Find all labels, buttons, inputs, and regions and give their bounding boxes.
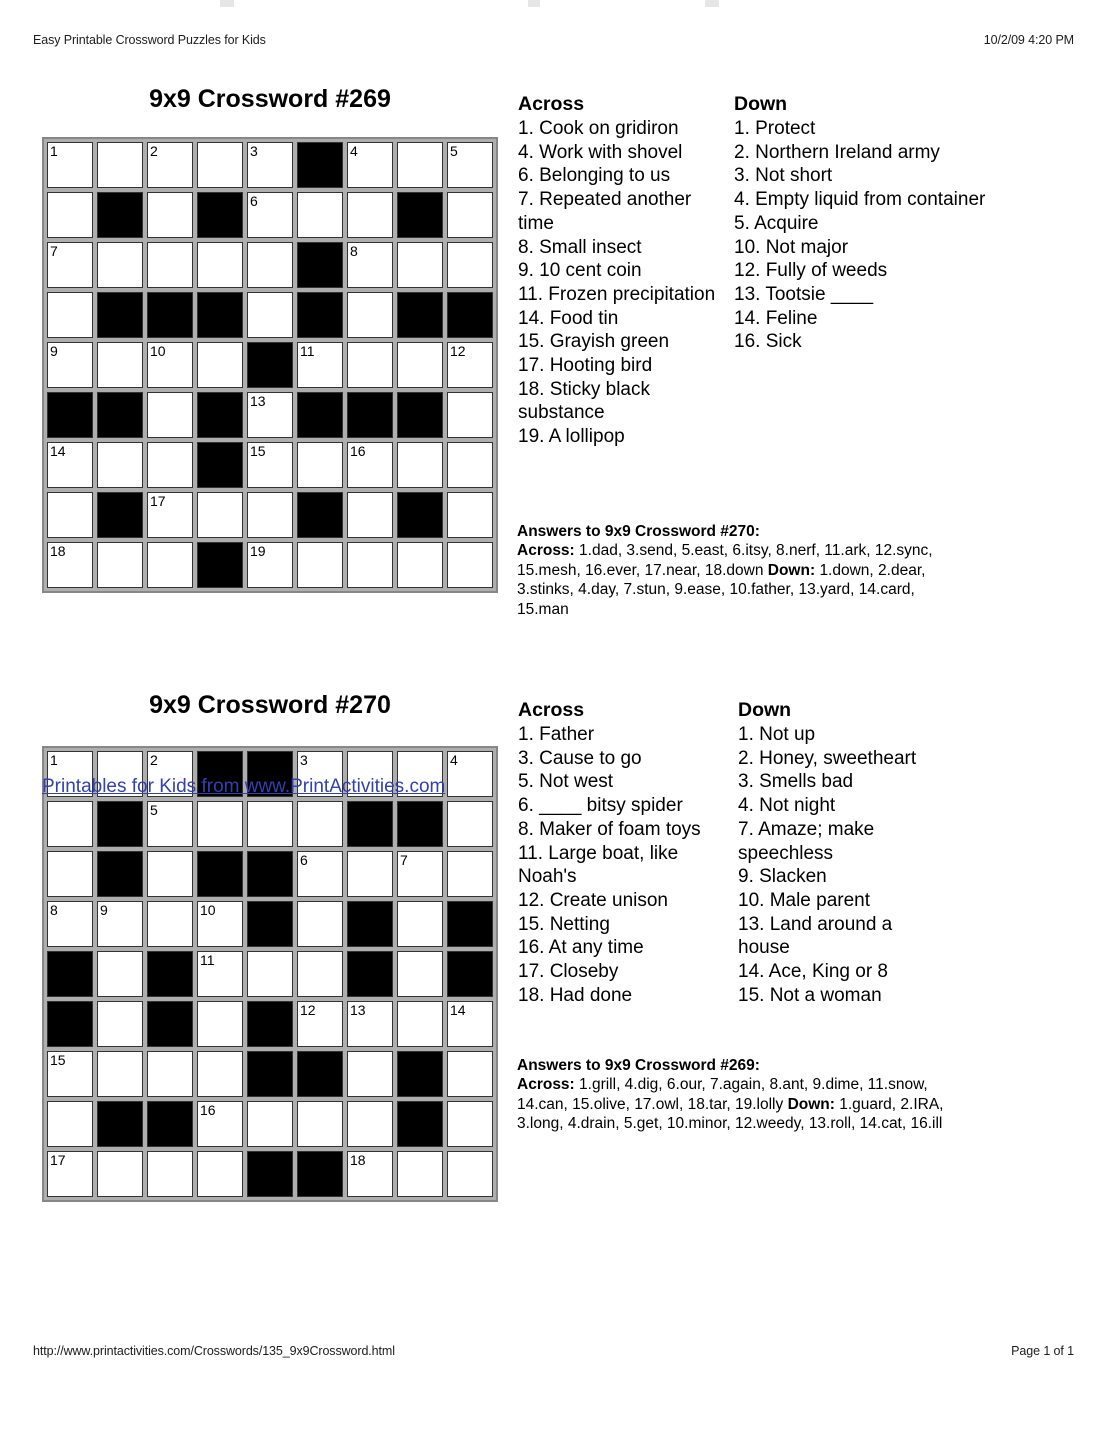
down-header: Down	[734, 93, 788, 115]
grid-cell	[397, 901, 443, 947]
grid-cell	[47, 242, 93, 288]
clue-item: 18. Sticky black substance	[518, 378, 650, 424]
answers-down-label: Down:	[787, 1095, 835, 1113]
black-cell	[247, 1151, 293, 1197]
grid-cell	[297, 542, 343, 588]
black-cell	[297, 492, 343, 538]
grid-cell	[97, 342, 143, 388]
grid-cell	[147, 851, 193, 897]
printactivities-link[interactable]: Printables for Kids from www.PrintActivities.com	[42, 776, 446, 797]
grid-cell	[97, 142, 143, 188]
page-top-artifact	[220, 0, 234, 7]
grid-cell	[347, 142, 393, 188]
cell-number: 2	[150, 752, 158, 768]
grid-cell	[47, 292, 93, 338]
cell-number: 3	[250, 143, 258, 159]
clue-item: 14. Food tin	[518, 307, 619, 329]
grid-cell	[147, 1051, 193, 1097]
black-cell	[397, 492, 443, 538]
grid-cell	[247, 192, 293, 238]
grid-cell	[397, 342, 443, 388]
answers-across-label: Across:	[517, 542, 575, 560]
clue-item: 18. Had done	[518, 984, 633, 1006]
black-cell	[297, 1051, 343, 1097]
black-cell	[97, 492, 143, 538]
clue-item: 12. Create unison	[518, 889, 668, 911]
grid-cell	[247, 242, 293, 288]
black-cell	[397, 292, 443, 338]
across-clues-269	[518, 92, 726, 449]
grid-cell	[447, 1101, 493, 1147]
clue-item: 3. Not short	[734, 165, 833, 187]
clue-item: 7. Amaze; make speechless	[738, 818, 875, 864]
cell-number: 15	[50, 1052, 66, 1068]
cell-number: 6	[300, 852, 308, 868]
cell-number: 8	[350, 243, 358, 259]
grid-cell	[247, 392, 293, 438]
clue-item: 9. 10 cent coin	[518, 260, 642, 282]
grid-cell	[147, 392, 193, 438]
cell-number: 8	[50, 902, 58, 918]
black-cell	[247, 342, 293, 388]
black-cell	[247, 901, 293, 947]
clue-item: 15. Not a woman	[738, 984, 882, 1006]
black-cell	[147, 1001, 193, 1047]
grid-cell	[47, 342, 93, 388]
print-footer-url: http://www.printactivities.com/Crosswords/135_9x9Crossword.html	[33, 1344, 395, 1358]
grid-cell	[47, 901, 93, 947]
grid-cell	[447, 1051, 493, 1097]
black-cell	[297, 242, 343, 288]
cell-number: 2	[150, 143, 158, 159]
grid-cell	[197, 492, 243, 538]
black-cell	[247, 851, 293, 897]
cell-number: 9	[50, 343, 58, 359]
clue-item: 17. Closeby	[518, 961, 619, 983]
answers-body	[517, 1075, 957, 1133]
grid-cell	[447, 1001, 493, 1047]
grid-cell	[197, 1051, 243, 1097]
grid-cell	[397, 1001, 443, 1047]
grid-cell	[397, 542, 443, 588]
clue-item: 10. Male parent	[738, 889, 871, 911]
cell-number: 13	[250, 393, 266, 409]
grid-cell	[447, 751, 493, 797]
black-cell	[397, 392, 443, 438]
clue-item: 16. Sick	[734, 331, 802, 353]
grid-cell	[347, 1051, 393, 1097]
grid-cell	[147, 901, 193, 947]
clue-item: 11. Large boat, like Noah's	[518, 842, 679, 888]
down-clues-270	[738, 698, 943, 1007]
across-clue-list	[518, 723, 726, 1007]
grid-cell	[397, 851, 443, 897]
print-header-datetime: 10/2/09 4:20 PM	[983, 33, 1074, 47]
black-cell	[47, 951, 93, 997]
cell-number: 11	[200, 952, 215, 968]
grid-cell	[197, 1151, 243, 1197]
clue-item: 6. Belonging to us	[518, 165, 671, 187]
clue-item: 3. Smells bad	[738, 771, 854, 793]
black-cell	[297, 142, 343, 188]
grid-cell	[97, 1151, 143, 1197]
grid-cell	[147, 342, 193, 388]
cell-number: 12	[300, 1002, 316, 1018]
clue-item: 5. Not west	[518, 771, 614, 793]
grid-cell	[47, 1151, 93, 1197]
grid-cell	[447, 542, 493, 588]
cell-number: 18	[50, 543, 66, 559]
grid-cell	[47, 1101, 93, 1147]
grid-cell	[247, 442, 293, 488]
black-cell	[447, 951, 493, 997]
answers-across-text: 1.grill, 4.dig, 6.our, 7.again, 8.ant, 9.dime, 11.snow, 14.can, 15.olive, 17.owl, 18.tar, 19.lolly	[517, 1076, 928, 1113]
grid-cell	[447, 492, 493, 538]
crossword-grid-270	[42, 746, 498, 1202]
grid-cell	[147, 242, 193, 288]
grid-cell	[447, 801, 493, 847]
down-clues-269	[734, 92, 988, 354]
grid-cell	[147, 142, 193, 188]
clue-item: 6. ____ bitsy spider	[518, 795, 683, 817]
grid-cell	[297, 951, 343, 997]
grid-cell	[147, 492, 193, 538]
clue-item: 12. Fully of weeds	[734, 260, 888, 282]
grid-cell	[97, 542, 143, 588]
cell-number: 10	[150, 343, 166, 359]
grid-cell	[297, 901, 343, 947]
grid-cell	[347, 342, 393, 388]
grid-cell	[347, 292, 393, 338]
grid-cell	[247, 1101, 293, 1147]
down-clue-list	[734, 117, 988, 354]
across-header: Across	[518, 93, 585, 115]
black-cell	[197, 542, 243, 588]
grid-cell	[197, 342, 243, 388]
cell-number: 15	[250, 443, 266, 459]
clue-item: 3. Cause to go	[518, 747, 642, 769]
clue-item: 1. Cook on gridiron	[518, 118, 679, 139]
grid-cell	[447, 342, 493, 388]
clue-item: 10. Not major	[734, 236, 849, 258]
cell-number: 12	[450, 343, 466, 359]
grid-cell	[197, 901, 243, 947]
black-cell	[297, 1151, 343, 1197]
cell-number: 4	[350, 143, 358, 159]
clue-item: 4. Not night	[738, 795, 836, 817]
grid-cell	[97, 951, 143, 997]
black-cell	[147, 951, 193, 997]
clue-item: 15. Grayish green	[518, 331, 670, 353]
cell-number: 1	[50, 143, 58, 159]
grid-cell	[347, 1151, 393, 1197]
clue-item: 14. Feline	[734, 307, 818, 329]
black-cell	[247, 1051, 293, 1097]
clue-item: 16. At any time	[518, 937, 644, 959]
grid-cell	[247, 951, 293, 997]
grid-cell	[47, 542, 93, 588]
clue-item: 4. Work with shovel	[518, 141, 683, 163]
black-cell	[97, 192, 143, 238]
cell-number: 9	[100, 902, 108, 918]
grid-cell	[297, 851, 343, 897]
grid-cell	[347, 851, 393, 897]
clue-item: 11. Frozen precipitation	[518, 283, 716, 305]
grid-cell	[447, 392, 493, 438]
grid-cell	[447, 142, 493, 188]
clue-item: 14. Ace, King or 8	[738, 961, 888, 983]
grid-cell	[47, 492, 93, 538]
cell-number: 13	[350, 1002, 366, 1018]
answers-to-270	[517, 522, 957, 619]
cell-number: 18	[350, 1152, 366, 1168]
clue-item: 15. Netting	[518, 913, 610, 935]
grid-cell	[147, 542, 193, 588]
grid-cell	[297, 801, 343, 847]
black-cell	[397, 192, 443, 238]
cell-number: 17	[50, 1152, 66, 1168]
grid-cell	[247, 292, 293, 338]
answers-down-label: Down:	[767, 561, 816, 579]
grid-cell	[97, 1051, 143, 1097]
answers-heading: Answers to 9x9 Crossword #270:	[517, 523, 760, 540]
cell-number: 17	[150, 493, 166, 509]
grid-cell	[347, 1101, 393, 1147]
clue-item: 8. Small insect	[518, 236, 642, 258]
black-cell	[447, 292, 493, 338]
answers-across-text: 1.dad, 3.send, 5.east, 6.itsy, 8.nerf, 11.ark, 12.sync, 15.mesh, 16.ever, 17.near, 18.down	[517, 542, 933, 579]
clue-item: 2. Honey, sweetheart	[738, 747, 917, 769]
across-header: Across	[518, 699, 585, 721]
cell-number: 14	[50, 443, 66, 459]
black-cell	[397, 801, 443, 847]
grid-cell	[447, 442, 493, 488]
grid-cell	[397, 142, 443, 188]
across-clue-list	[518, 117, 726, 449]
cell-number: 4	[450, 752, 458, 768]
grid-cell	[297, 342, 343, 388]
puzzle-title-269: 9x9 Crossword #269	[149, 85, 391, 113]
print-header-title: Easy Printable Crossword Puzzles for Kids	[33, 33, 266, 47]
grid-cell	[197, 1001, 243, 1047]
across-clues-270	[518, 698, 726, 1007]
black-cell	[197, 851, 243, 897]
black-cell	[347, 392, 393, 438]
black-cell	[47, 1001, 93, 1047]
page-top-artifact	[705, 0, 719, 7]
cell-number: 14	[450, 1002, 466, 1018]
black-cell	[347, 801, 393, 847]
black-cell	[97, 851, 143, 897]
clue-item: 7. Repeated another time	[518, 189, 692, 234]
black-cell	[247, 1001, 293, 1047]
grid-cell	[347, 1001, 393, 1047]
clue-item: 9. Slacken	[738, 866, 827, 888]
clue-item: 13. Land around a house	[738, 913, 893, 959]
grid-cell	[297, 192, 343, 238]
grid-cell	[97, 1001, 143, 1047]
black-cell	[347, 951, 393, 997]
cell-number: 11	[300, 343, 315, 359]
grid-cell	[347, 442, 393, 488]
black-cell	[97, 801, 143, 847]
grid-cell	[47, 851, 93, 897]
print-footer-page: Page 1 of 1	[1011, 1344, 1074, 1358]
grid-cell	[247, 142, 293, 188]
black-cell	[297, 292, 343, 338]
black-cell	[397, 1101, 443, 1147]
answers-heading: Answers to 9x9 Crossword #269:	[517, 1057, 760, 1074]
black-cell	[297, 392, 343, 438]
grid-cell	[47, 442, 93, 488]
clue-item: 1. Protect	[734, 118, 816, 139]
grid-cell	[247, 492, 293, 538]
down-clue-list	[738, 723, 943, 1007]
grid-cell	[347, 542, 393, 588]
answers-to-269	[517, 1056, 957, 1134]
black-cell	[97, 292, 143, 338]
cell-number: 7	[400, 852, 408, 868]
grid-cell	[147, 1151, 193, 1197]
clue-item: 17. Hooting bird	[518, 355, 653, 377]
answers-across-label: Across:	[517, 1076, 575, 1094]
grid-cell	[447, 192, 493, 238]
grid-cell	[247, 801, 293, 847]
grid-cell	[197, 801, 243, 847]
grid-cell	[297, 1001, 343, 1047]
grid-cell	[247, 542, 293, 588]
grid-cell	[447, 851, 493, 897]
clue-item: 13. Tootsie ____	[734, 283, 874, 305]
grid-cell	[297, 442, 343, 488]
cell-number: 16	[350, 443, 366, 459]
answers-down-text: 1.guard, 2.IRA, 3.long, 4.drain, 5.get, 10.minor, 12.weedy, 13.roll, 14.cat, 16.ill	[517, 1095, 944, 1133]
black-cell	[147, 1101, 193, 1147]
cell-number: 6	[250, 193, 258, 209]
grid-cell	[97, 901, 143, 947]
grid-cell	[347, 242, 393, 288]
grid-cell	[397, 242, 443, 288]
page-top-artifact	[528, 0, 540, 7]
puzzle-title-270: 9x9 Crossword #270	[149, 691, 391, 719]
answers-body	[517, 541, 957, 619]
grid-cell	[397, 442, 443, 488]
cell-number: 10	[200, 902, 216, 918]
black-cell	[147, 292, 193, 338]
black-cell	[397, 1051, 443, 1097]
grid-cell	[197, 1101, 243, 1147]
clue-item: 8. Maker of foam toys	[518, 818, 701, 840]
grid-cell	[347, 192, 393, 238]
grid-cell	[147, 192, 193, 238]
cell-number: 5	[450, 143, 458, 159]
grid-cell	[47, 1051, 93, 1097]
black-cell	[197, 192, 243, 238]
black-cell	[197, 442, 243, 488]
clue-item: 1. Father	[518, 724, 595, 745]
black-cell	[347, 901, 393, 947]
grid-cell	[297, 1101, 343, 1147]
cell-number: 5	[150, 802, 158, 818]
clue-item: 5. Acquire	[734, 212, 819, 234]
black-cell	[97, 392, 143, 438]
grid-cell	[97, 442, 143, 488]
clue-item: 1. Not up	[738, 724, 816, 745]
black-cell	[197, 392, 243, 438]
grid-cell	[147, 442, 193, 488]
answers-down-text: 1.down, 2.dear, 3.stinks, 4.day, 7.stun, 9.ease, 10.father, 13.yard, 14.card, 15.man	[517, 561, 926, 618]
grid-cell	[147, 801, 193, 847]
grid-cell	[347, 492, 393, 538]
black-cell	[97, 1101, 143, 1147]
grid-cell	[97, 242, 143, 288]
cell-number: 19	[250, 543, 266, 559]
grid-cell	[47, 801, 93, 847]
black-cell	[447, 901, 493, 947]
grid-cell	[197, 951, 243, 997]
clue-item: 2. Northern Ireland army	[734, 141, 940, 163]
grid-cell	[397, 1151, 443, 1197]
clue-item: 4. Empty liquid from container	[734, 189, 986, 211]
black-cell	[197, 292, 243, 338]
grid-cell	[447, 242, 493, 288]
grid-cell	[197, 242, 243, 288]
cell-number: 3	[300, 752, 308, 768]
grid-cell	[197, 142, 243, 188]
down-header: Down	[738, 699, 792, 721]
black-cell	[47, 392, 93, 438]
grid-cell	[47, 192, 93, 238]
cell-number: 1	[50, 752, 58, 768]
clue-item: 19. A lollipop	[518, 426, 625, 448]
cell-number: 7	[50, 243, 58, 259]
grid-cell	[447, 1151, 493, 1197]
cell-number: 16	[200, 1102, 216, 1118]
grid-cell	[397, 951, 443, 997]
grid-cell	[47, 142, 93, 188]
crossword-grid-269	[42, 137, 498, 593]
